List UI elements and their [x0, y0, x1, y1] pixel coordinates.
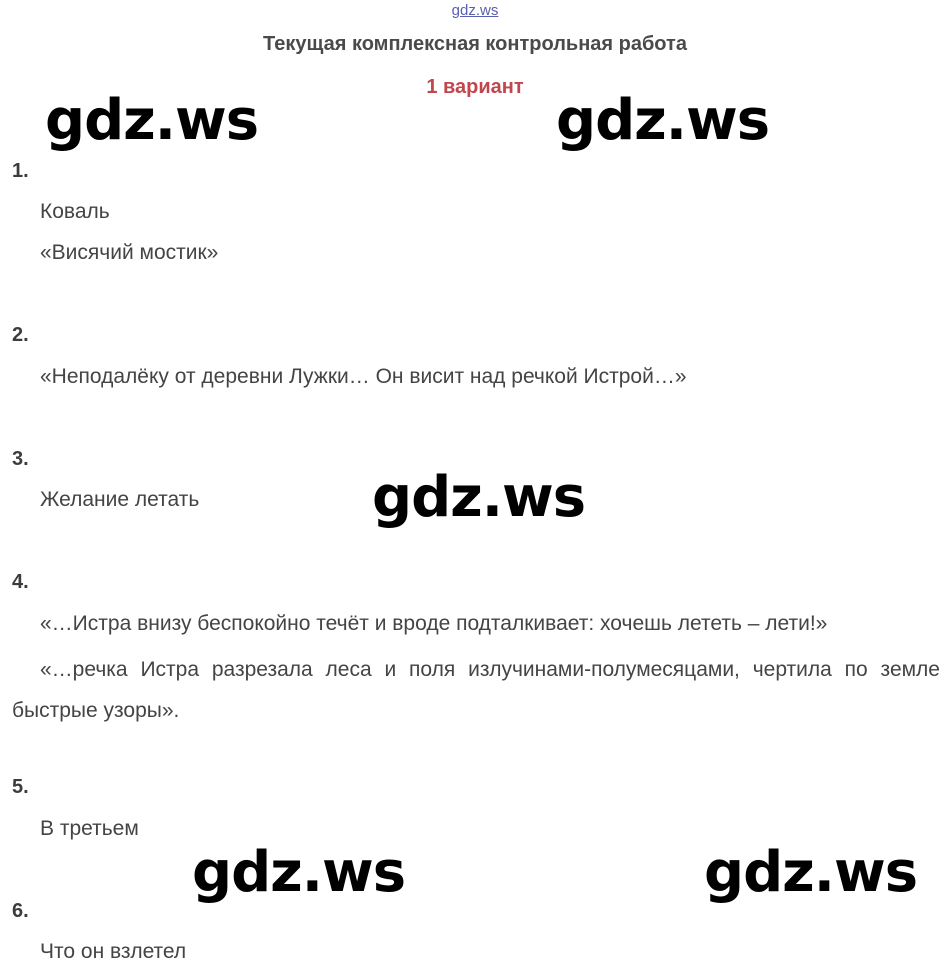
- answer-text: «Висячий мостик»: [40, 241, 219, 264]
- page-title: Текущая комплексная контрольная работа: [263, 33, 687, 55]
- watermark: gdz.ws: [192, 840, 406, 905]
- question-number: 6.: [12, 900, 29, 922]
- answer-text: «…Истра внизу беспокойно течёт и вроде подталкивает: хочешь лететь – лети!»: [40, 612, 828, 635]
- question-number: 2.: [12, 324, 29, 346]
- question-number: 5.: [12, 776, 29, 798]
- answer-text: Что он взлетел: [40, 940, 187, 963]
- question-number: 3.: [12, 448, 29, 470]
- watermark: gdz.ws: [45, 88, 259, 153]
- site-link[interactable]: gdz.ws: [451, 2, 499, 19]
- watermark: gdz.ws: [556, 88, 770, 153]
- watermark: gdz.ws: [372, 465, 586, 530]
- answer-text: «Неподалёку от деревни Лужки… Он висит над речкой Истрой…»: [40, 365, 687, 388]
- answer-text: В третьем: [40, 817, 139, 840]
- question-number: 1.: [12, 160, 29, 182]
- watermark: gdz.ws: [704, 840, 918, 905]
- answer-text: Желание летать: [40, 488, 200, 511]
- answer-text: «…речка Истра разрезала леса и поля излучинами-полумесяцами, чертила по земле быстрые узоры».: [12, 658, 940, 722]
- question-number: 4.: [12, 571, 29, 593]
- answer-text: Коваль: [40, 200, 110, 223]
- variant-label: 1 вариант: [426, 76, 524, 98]
